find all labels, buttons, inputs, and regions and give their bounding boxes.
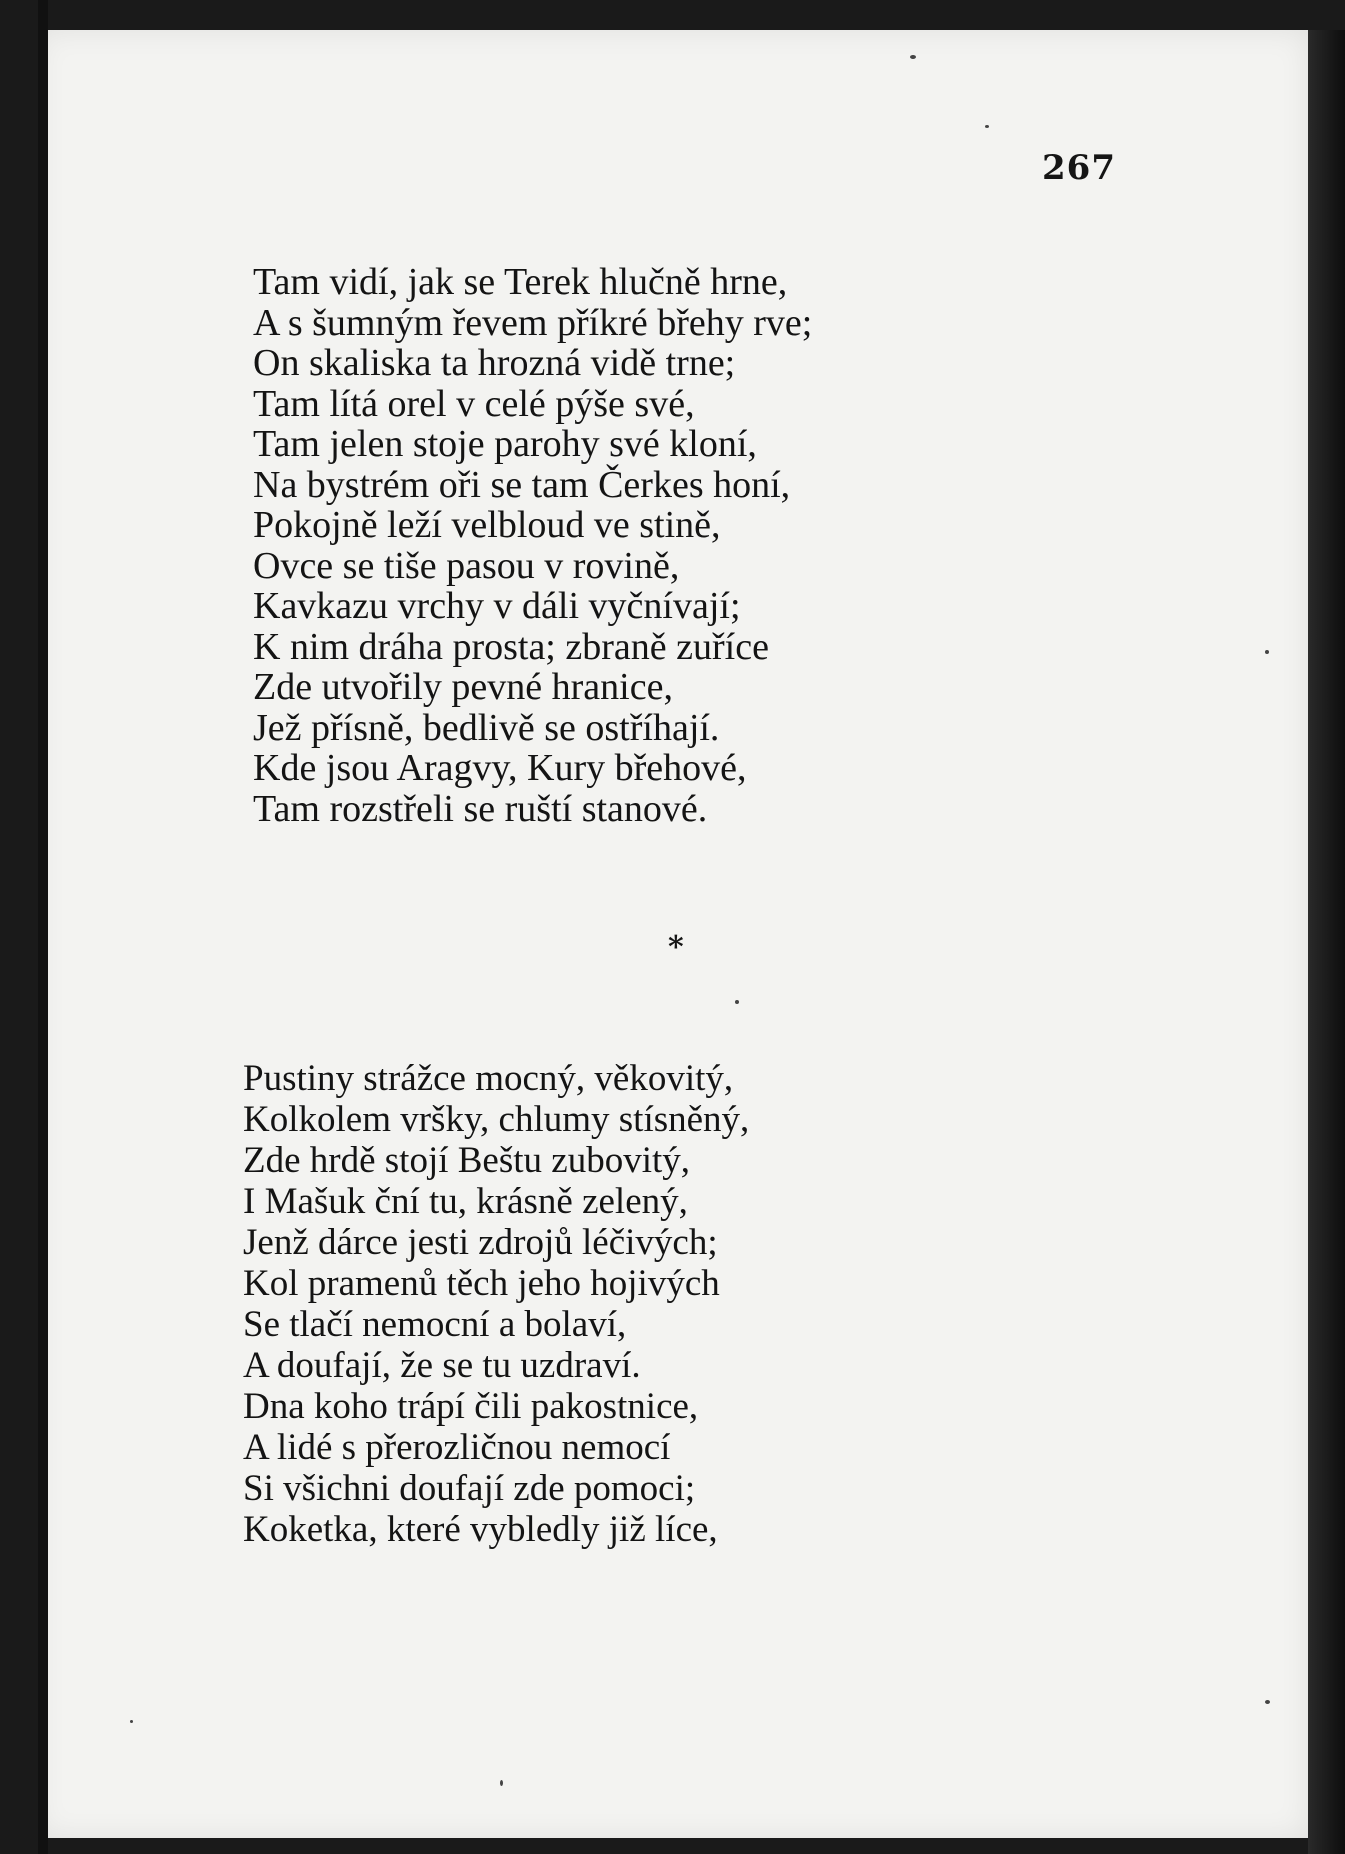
page-right-shadow-edge (1308, 30, 1345, 1854)
poem-line: Dna koho trápí čili pakostnice, (243, 1386, 699, 1427)
poem-line: A lidé s přerozličnou nemocí (243, 1427, 671, 1468)
poem-line: A s šumným řevem příkré břehy rve; (253, 301, 813, 344)
poem-line: Zde utvořily pevné hranice, (253, 666, 673, 708)
poem-line: Tam rozstřeli se ruští stanové. (253, 787, 708, 830)
poem-line: A doufají, že se tu uzdraví. (243, 1345, 641, 1386)
poem-line: Jež přísně, bedlivě se ostříhají. (253, 706, 720, 749)
poem-line: Jenž dárce jesti zdrojů léčivých; (243, 1222, 718, 1263)
page-left-binding-edge (38, 0, 48, 1854)
print-speck (985, 125, 989, 128)
print-speck (910, 55, 916, 59)
poem-line: Kol pramenů těch jeho hojivých (243, 1263, 720, 1304)
poem-stanza-1 (253, 262, 812, 829)
poem-line: Tam vidí, jak se Terek hlučně hrne, (253, 261, 788, 303)
poem-line: K nim dráha prosta; zbraně zuříce (253, 625, 769, 668)
poem-line: Se tlačí nemocní a bolaví, (243, 1304, 627, 1345)
poem-line: Si všichni doufají zde pomoci; (243, 1468, 696, 1509)
poem-line: Na bystrém oři se tam Čerkes honí, (253, 463, 791, 506)
poem-line: Pustiny strážce mocný, věkovitý, (243, 1058, 734, 1099)
poem-stanza-2 (243, 1058, 749, 1550)
section-separator-asterisk: * (668, 930, 684, 965)
poem-line: On skaliska ta hrozná vidě trne; (253, 342, 736, 384)
print-speck (500, 1780, 503, 1786)
poem-line: Tam jelen stoje parohy své kloní, (253, 423, 757, 465)
poem-line: Kde jsou Aragvy, Kury břehové, (253, 747, 747, 789)
poem-line: Pokojně leží velbloud ve stině, (253, 504, 721, 546)
poem-line: I Mašuk ční tu, krásně zelený, (243, 1181, 688, 1222)
poem-line: Kolkolem vršky, chlumy stísněný, (243, 1099, 750, 1140)
poem-line: Ovce se tiše pasou v rovině, (253, 544, 680, 587)
poem-line: Koketka, které vybledly již líce, (243, 1509, 718, 1550)
poem-line: Zde hrdě stojí Beštu zubovitý, (243, 1140, 691, 1181)
print-speck (1265, 650, 1269, 654)
poem-line: Kavkazu vrchy v dáli vyčnívají; (253, 585, 741, 627)
page-number: 267 (1042, 148, 1116, 188)
print-speck (1265, 1700, 1270, 1704)
poem-line: Tam lítá orel v celé pýše své, (253, 382, 695, 425)
print-speck (130, 1720, 133, 1723)
print-speck (735, 1000, 739, 1004)
